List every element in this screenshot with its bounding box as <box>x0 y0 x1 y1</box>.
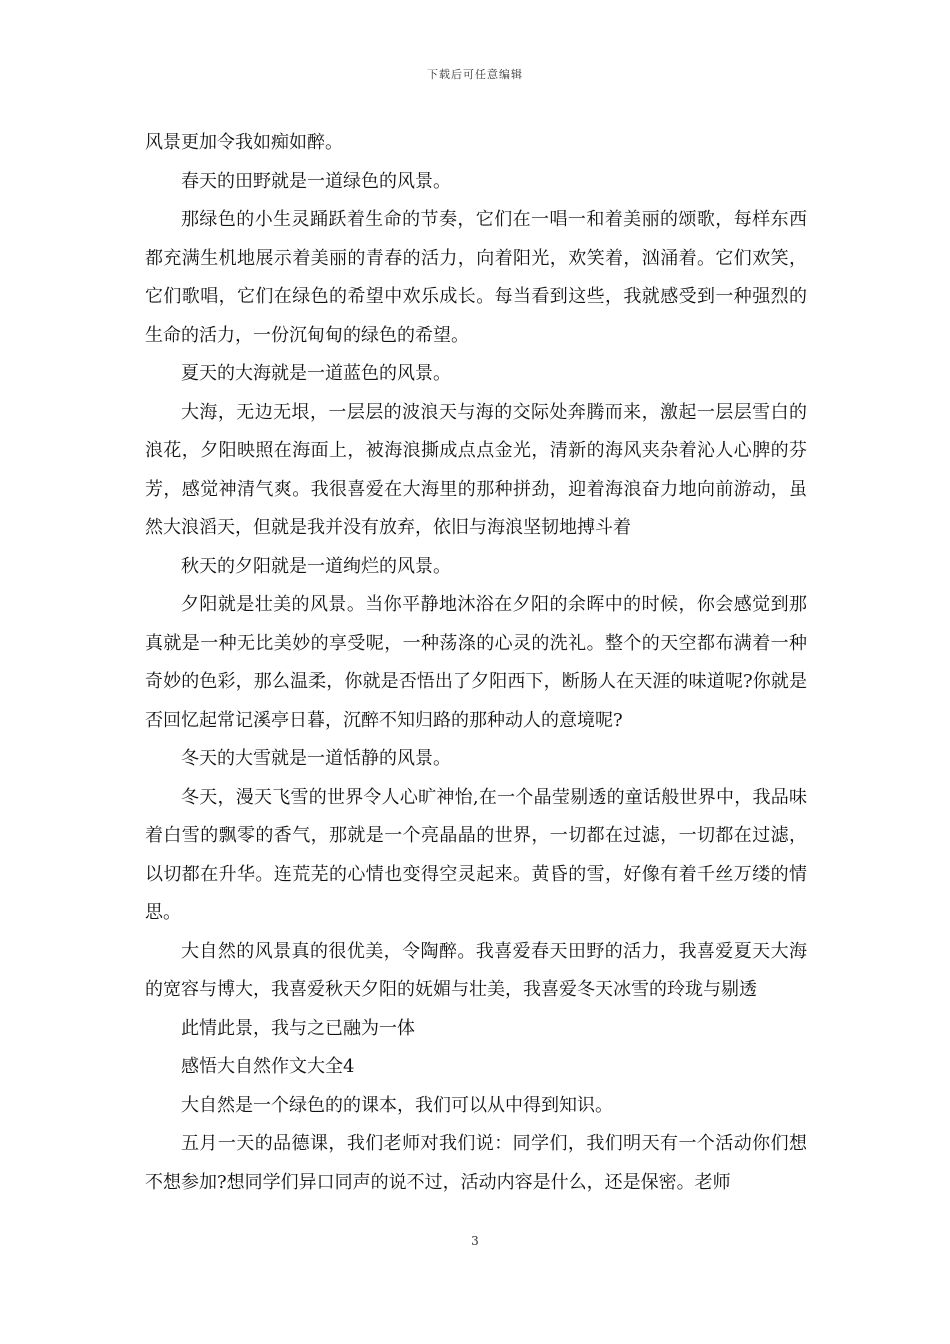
paragraph-10: 大自然的风景真的很优美，令陶醉。我喜爱春天田野的活力，我喜爱夏天大海的宽容与博大，我喜爱秋天夕阳的妩媚与壮美，我喜爱冬天冰雪的玲珑与剔透 <box>145 940 807 1000</box>
page-number: 3 <box>471 1234 479 1248</box>
paragraph-13: 大自然是一个绿色的的课本，我们可以从中得到知识。 <box>181 1094 613 1116</box>
paragraph-6: 秋天的夕阳就是一道绚烂的风景。 <box>181 555 451 577</box>
paragraph-4: 夏天的大海就是一道蓝色的风景。 <box>181 363 451 384</box>
paragraph-3: 那绿色的小生灵踊跃着生命的节奏，它们在一唱一和着美丽的颂歌，每样东西都充满生机地展示着美丽的青春的活力，向着阳光，欢笑着，汹涌着。它们欢笑，它们歌唱，它们在绿色的希望中欢乐成长。每当看到这些，我就感受到一种强烈的生命的活力，一份沉甸甸的绿色的希望。 <box>145 209 807 346</box>
paragraph-9: 冬天，漫天飞雪的世界令人心旷神怡,在一个晶莹剔透的童话般世界中，我品味着白雪的飘零的香气，那就是一个亮晶晶的世界，一切都在过滤，一切都在过滤，以切都在升华。连荒芜的心情也变得空灵起来。黄昏的雪，好像有着千丝万缕的情思。 <box>145 786 807 923</box>
document-body <box>145 124 807 1202</box>
section-heading: 感悟大自然作文大全4 <box>181 1056 355 1077</box>
paragraph-7: 夕阳就是壮美的风景。当你平静地沐浴在夕阳的余晖中的时候，你会感觉到那真就是一种无比美妙的享受呢，一种荡涤的心灵的洗礼。整个的天空都布满着一种奇妙的色彩，那么温柔，你就是否悟出了夕阳西下，断肠人在天涯的味道呢?你就是否回忆起常记溪亭日暮，沉醉不知归路的那种动人的意境呢? <box>145 594 807 731</box>
paragraph-14: 五月一天的品德课，我们老师对我们说：同学们，我们明天有一个活动你们想不想参加?想同学们异口同声的说不过，活动内容是什么，还是保密。老师 <box>145 1133 807 1193</box>
paragraph-11: 此情此景，我与之已融为一体 <box>181 1017 415 1039</box>
paragraph-1: 风景更加令我如痴如醉。 <box>145 132 343 153</box>
paragraph-5: 大海，无边无垠，一层层的波浪天与海的交际处奔腾而来，激起一层层雪白的浪花，夕阳映照在海面上，被海浪撕成点点金光，清新的海风夹杂着沁人心脾的芬芳，感觉神清气爽。我很喜爱在大海里的那种拼劲，迎着海浪奋力地向前游动，虽然大浪滔天，但就是我并没有放弃，依旧与海浪坚韧地搏斗着 <box>145 401 807 538</box>
page-header: 下载后可任意编辑 <box>427 68 523 81</box>
paragraph-2: 春天的田野就是一道绿色的风景。 <box>181 170 451 192</box>
paragraph-8: 冬天的大雪就是一道恬静的风景。 <box>181 748 451 769</box>
